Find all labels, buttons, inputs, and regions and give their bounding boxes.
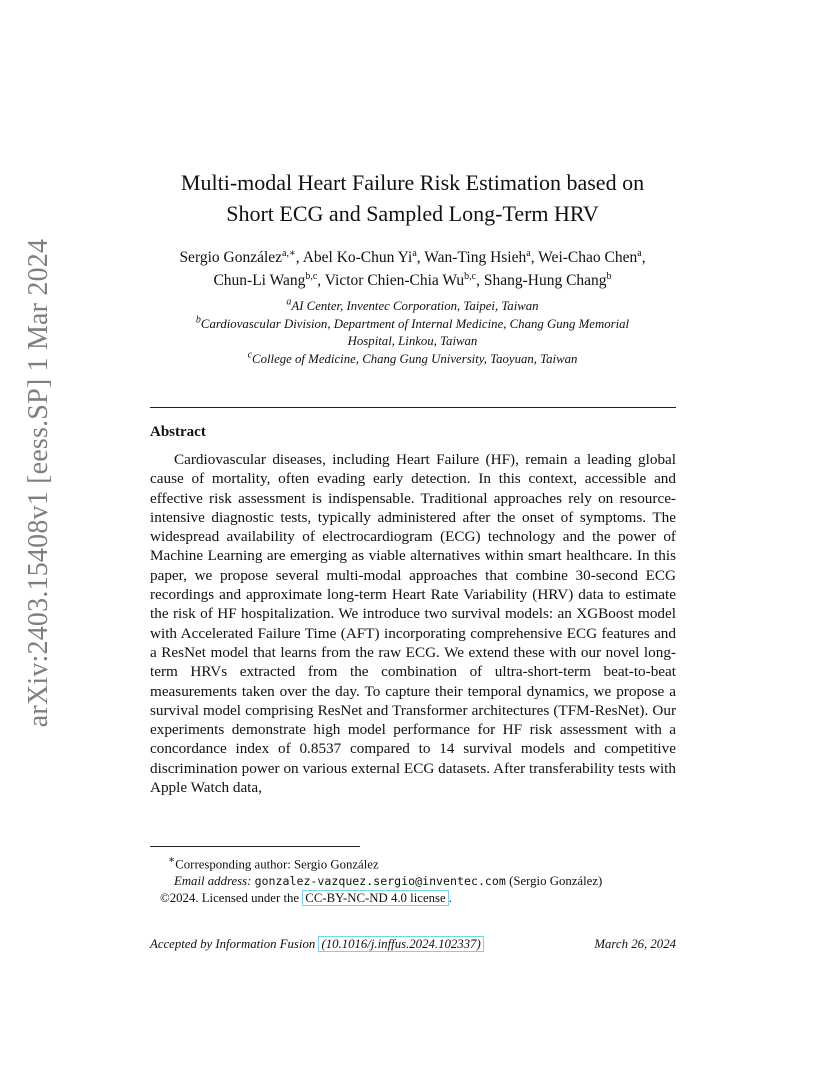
author-name: Shang-Hung Chang — [483, 272, 607, 289]
author-affiliation-marker: a — [637, 247, 642, 259]
affiliation-text: College of Medicine, Chang Gung University, Taoyuan, Taiwan — [252, 351, 578, 366]
affiliation-list — [145, 298, 680, 368]
publication-date: March 26, 2024 — [594, 936, 676, 951]
paper-title-line-1: Multi-modal Heart Failure Risk Estimation based on — [180, 170, 645, 195]
paper-title-line-2: Short ECG and Sampled Long-Term HRV — [226, 201, 599, 226]
author-line-1: Sergio González$^{a,∗}$, Abel Ko-Chun Yi$^a$, Wan-Ting Hsieh$^a$, Wei-Chao Chen$^a$, — [179, 247, 646, 266]
affiliation-text: Cardiovascular Division, Department of Internal Medicine, Chang Gung Memorial — [200, 316, 630, 331]
abstract-heading: Abstract — [150, 424, 206, 440]
corresponding-author-footnote — [150, 852, 676, 873]
license-suffix: . — [448, 891, 452, 906]
corresponding-author-marker: ∗ — [168, 855, 176, 866]
footnotes — [150, 852, 676, 907]
abstract-top-rule — [150, 407, 676, 408]
footnote-rule — [150, 846, 360, 847]
author-name: Wei-Chao Chen — [538, 249, 638, 266]
paper-title — [145, 167, 680, 229]
author-list — [145, 246, 680, 292]
author-line-2: Chun-Li Wang$^{b,c}$, Victor Chien-Chia Wu$^{b,c}$, Shang-Hung Chang$^b$ — [213, 270, 612, 289]
affiliation-text: AI Center, Inventec Corporation, Taipei, Taiwan — [291, 299, 539, 313]
acceptance-prefix: Accepted by Information Fusion — [150, 937, 316, 951]
affiliation-marker: b — [195, 314, 201, 326]
author-name: Wan-Ting Hsieh — [424, 249, 527, 266]
author-name: Chun-Li Wang — [213, 272, 306, 289]
email-address[interactable]: gonzalez-vazquez.sergio@inventec.com — [254, 874, 506, 889]
email-footnote — [150, 873, 676, 890]
publication-footer — [150, 936, 676, 952]
doi-link[interactable]: (10.1016/j.inffus.2024.102337) — [318, 936, 483, 952]
acceptance-note — [150, 936, 484, 952]
author-affiliation-marker: a — [412, 247, 417, 259]
affiliation-item — [145, 316, 680, 334]
affiliation-item — [145, 298, 680, 316]
author-affiliation-marker: b — [606, 270, 612, 282]
author-affiliation-marker: a — [526, 247, 531, 259]
email-owner: (Sergio González) — [509, 874, 603, 889]
arxiv-identifier-text: arXiv:2403.15408v1 [eess.SP] 1 Mar 2024 — [23, 238, 55, 727]
abstract-text: Cardiovascular diseases, including Heart Failure (HF), remain a leading global cause of mortality, often evading early detection. In this context, accessible and effective risk assessment is indispensable. Traditional approaches rely on resource-intensive diagnostic tests, typically administered after the onset of symptoms. The widespread availability of electrocardiogram (ECG) technology and the power of Machine Learning are emerging as viable alternatives within smart healthcare. In this paper, we propose several multi-modal approaches that combine 30-second ECG recordings and approximate long-term Heart Rate Variability (HRV) data to estimate the risk of HF hospitalization. We introduce two survival models: an XGBoost model with Accelerated Failure Time (AFT) incorporating comprehensive ECG features and a ResNet model that learns from the raw ECG. We extend these with our novel long-term HRVs extracted from the combination of ultra-short-term beat-to-beat measurements taken over the day. To capture their temporal dynamics, we propose a survival model comprising ResNet and Transformer architectures (TFM-ResNet). Our experiments demonstrate high model performance for HF risk assessment with a concordance index of 0.8537 compared to 14 survival models and competitive discrimination power on various external ECG datasets. After transferability tests with Apple Watch data, — [150, 451, 676, 797]
license-link[interactable]: CC-BY-NC-ND 4.0 license — [302, 890, 448, 906]
arxiv-identifier-stamp — [20, 238, 58, 727]
license-prefix: ©2024. Licensed under the — [160, 891, 300, 906]
affiliation-marker: c — [247, 349, 253, 361]
author-affiliation-marker: a,∗ — [282, 247, 296, 259]
author-affiliation-marker: b,c — [305, 270, 318, 282]
author-name: Abel Ko-Chun Yi — [302, 249, 413, 266]
corresponding-author-text: Corresponding author: Sergio González — [175, 857, 379, 872]
author-name: Victor Chien-Chia Wu — [324, 272, 465, 289]
author-name: Sergio González — [179, 249, 283, 266]
author-affiliation-marker: b,c — [464, 270, 477, 282]
affiliation-text: Hospital, Linkou, Taiwan — [347, 334, 478, 348]
license-footnote — [150, 890, 676, 907]
affiliation-marker: a — [286, 296, 292, 308]
affiliation-item — [145, 333, 680, 351]
email-label: Email address: — [174, 874, 252, 889]
affiliation-item — [145, 351, 680, 369]
